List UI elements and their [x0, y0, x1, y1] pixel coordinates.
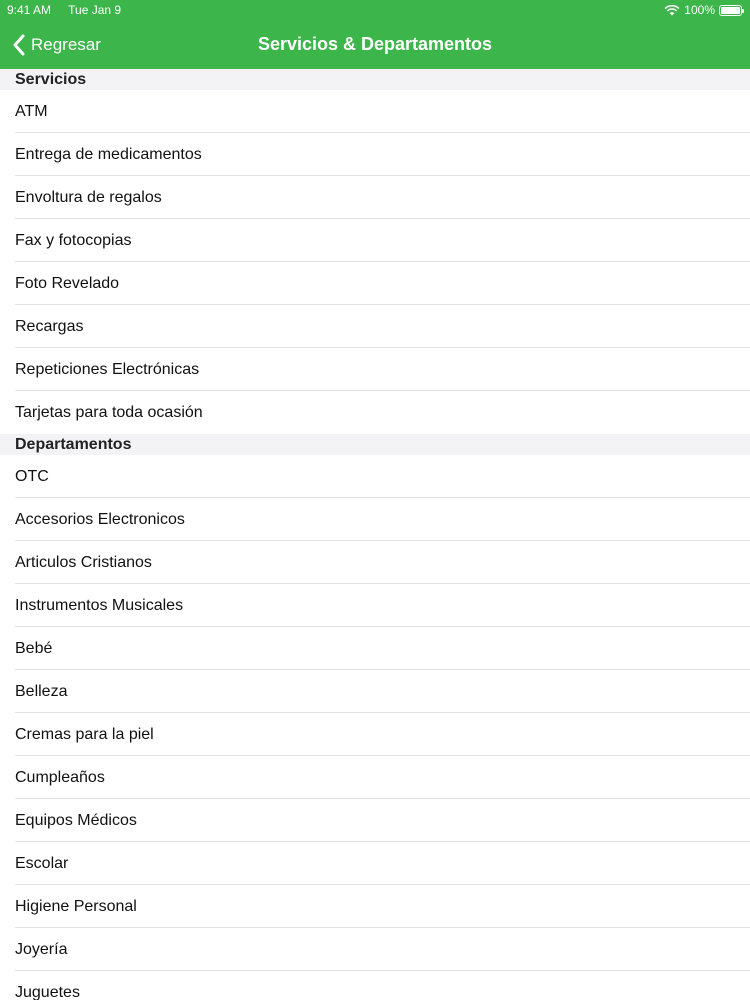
chevron-left-icon: [12, 34, 26, 56]
list-item[interactable]: Higiene Personal: [0, 885, 750, 928]
services-departments-list[interactable]: [0, 69, 750, 1000]
list-item[interactable]: Articulos Cristianos: [0, 541, 750, 584]
list-item[interactable]: Entrega de medicamentos: [0, 133, 750, 176]
status-left: [7, 0, 135, 20]
list-item[interactable]: Accesorios Electronicos: [0, 498, 750, 541]
list-item[interactable]: Joyería: [0, 928, 750, 971]
list-item[interactable]: Bebé: [0, 627, 750, 670]
list-item[interactable]: Escolar: [0, 842, 750, 885]
list-item[interactable]: OTC: [0, 455, 750, 498]
status-time: 9:41 AM: [7, 3, 52, 17]
list-item[interactable]: Equipos Médicos: [0, 799, 750, 842]
back-button-label: Regresar: [31, 34, 101, 54]
battery-percent: 100%: [684, 3, 715, 17]
navigation-bar: [0, 20, 750, 69]
list-item[interactable]: Tarjetas para toda ocasión: [0, 391, 750, 434]
wifi-icon: [664, 4, 680, 16]
section-header-servicios: Servicios: [0, 69, 750, 90]
list-item[interactable]: Juguetes: [0, 971, 750, 1000]
list-item[interactable]: ATM: [0, 90, 750, 133]
list-item[interactable]: Cumpleaños: [0, 756, 750, 799]
list-item[interactable]: Cremas para la piel: [0, 713, 750, 756]
page-title: Servicios & Departamentos: [257, 34, 493, 54]
back-button[interactable]: [12, 20, 101, 69]
list-item[interactable]: Envoltura de regalos: [0, 176, 750, 219]
section-header-departamentos: Departamentos: [0, 434, 750, 455]
list-item[interactable]: Recargas: [0, 305, 750, 348]
list-item[interactable]: Fax y fotocopias: [0, 219, 750, 262]
status-right: [664, 0, 742, 20]
list-item[interactable]: Foto Revelado: [0, 262, 750, 305]
list-item[interactable]: Belleza: [0, 670, 750, 713]
list-item[interactable]: Repeticiones Electrónicas: [0, 348, 750, 391]
status-bar: [0, 0, 750, 20]
list-item[interactable]: Instrumentos Musicales: [0, 584, 750, 627]
status-date: Tue Jan 9: [68, 3, 122, 17]
battery-icon: [719, 5, 742, 16]
header-bar: [0, 0, 750, 69]
